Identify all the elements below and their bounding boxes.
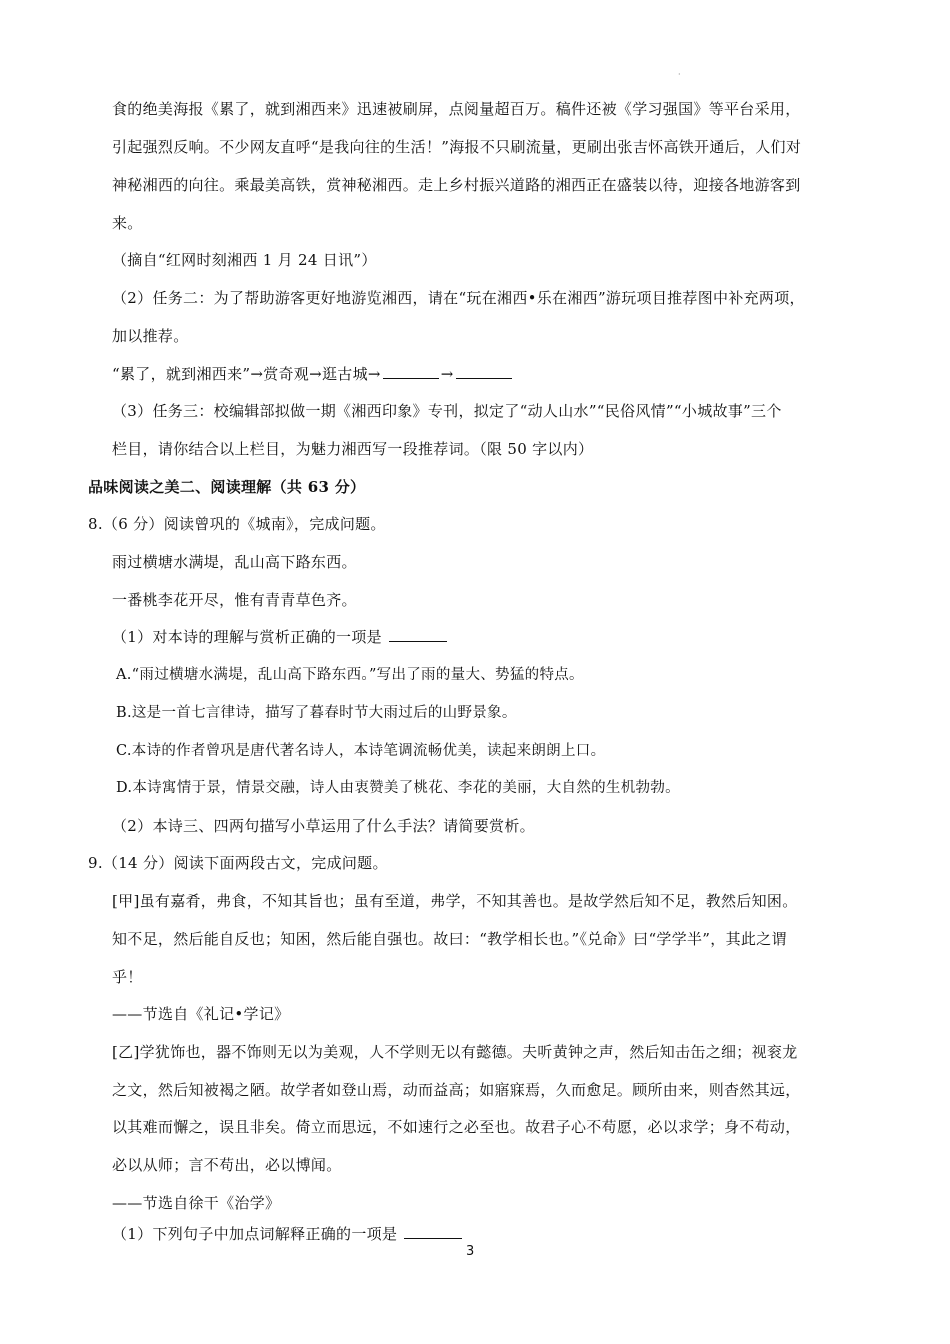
passage-jia-line: 知不足，然后能自反也；知困，然后能自强也。故曰：“教学相长也。”《兑命》曰“学学半”，其此之谓 [112,930,787,948]
page-number: 3 [466,1244,475,1259]
option-b: B.这是一首七言律诗，描写了暮春时节大雨过后的山野景象。 [116,705,517,721]
poem-line: 一番桃李花开尽，惟有青青草色齐。 [112,591,357,609]
answer-blank[interactable] [383,364,439,379]
passage-jia-line: 乎！ [112,968,143,986]
question-9-1 [112,1224,464,1244]
section-title: 品味阅读之美二、阅读理解（共 63 分） [88,478,366,496]
poem-line: 雨过横塘水满堤，乱山高下路东西。 [112,553,357,571]
passage-yi-line: [乙]学犹饰也，器不饰则无以为美观，人不学则无以有懿德。夫听黄钟之声，然后知击缶之细；视衮龙 [112,1043,798,1061]
top-mark: · [678,70,681,79]
answer-blank[interactable] [456,364,512,379]
task-two-question-cont: 加以推荐。 [112,327,189,345]
task-three-question-cont: 栏目，请你结合以上栏目，为魅力湘西写一段推荐词。（限 50 字以内） [112,440,594,458]
question-8-2: （2）本诗三、四两句描写小草运用了什么手法？请简要赏析。 [112,817,535,835]
answer-blank[interactable] [389,627,447,642]
passage-jia-line: [甲]虽有嘉肴，弗食，不知其旨也；虽有至道，弗学，不知其善也。是故学然后知不足，教然后知困。 [112,892,798,910]
task-three-question: （3）任务三：校编辑部拟做一期《湘西印象》专刊，拟定了“动人山水”“民俗风情”“小城故事”三个 [112,402,782,420]
question-text: （1）对本诗的理解与赏析正确的一项是 [112,628,382,646]
paragraph-line: 神秘湘西的向往。乘最美高铁，赏神秘湘西。走上乡村振兴道路的湘西正在盛装以待，迎接各地游客到 [112,176,801,194]
flow-arrow: → [440,365,454,383]
question-9: 9.（14 分）阅读下面两段古文，完成问题。 [88,854,388,872]
passage-yi-source: ——节选自徐干《治学》 [112,1194,281,1212]
paragraph-line: 来。 [112,214,143,232]
flow-text: “累了，就到湘西来”→赏奇观→逛古城→ [112,365,381,383]
option-a: A.“雨过横塘水满堤，乱山高下路东西。”写出了雨的量大、势猛的特点。 [116,667,584,683]
recommendation-flow [112,364,514,384]
question-8-1 [112,627,449,647]
paragraph-line: 食的绝美海报《累了，就到湘西来》迅速被刷屏，点阅量超百万。稿件还被《学习强国》等平台采用， [112,100,801,118]
passage-yi-line: 之文，然后知被褐之陋。故学者如登山焉，动而益高；如寤寐焉，久而愈足。顾所由来，则杳然其远， [112,1081,801,1099]
option-c: C.本诗的作者曾巩是唐代著名诗人，本诗笔调流畅优美，读起来朗朗上口。 [116,743,606,759]
question-text: （1）下列句子中加点词解释正确的一项是 [112,1225,398,1243]
passage-yi-line: 以其难而懈之，误且非矣。倚立而思远，不如速行之必至也。故君子心不苟愿，必以求学；身不苟动， [112,1118,801,1136]
question-8: 8.（6 分）阅读曾巩的《城南》，完成问题。 [88,515,386,533]
task-two-question: （2）任务二：为了帮助游客更好地游览湘西，请在“玩在湘西•乐在湘西”游玩项目推荐图中补充两项， [112,289,805,307]
answer-blank[interactable] [404,1224,462,1239]
source-citation: （摘自“红网时刻湘西 1 月 24 日讯”） [112,251,377,269]
passage-jia-source: ——节选自《礼记•学记》 [112,1005,290,1023]
paragraph-line: 引起强烈反响。不少网友直呼“是我向往的生活！”海报不只刷流量，更刷出张吉怀高铁开通后，人们对 [112,138,802,156]
passage-yi-line: 必以从师；言不苟出，必以博闻。 [112,1156,342,1174]
option-d: D.本诗寓情于景，情景交融，诗人由衷赞美了桃花、李花的美丽，大自然的生机勃勃。 [116,780,680,796]
